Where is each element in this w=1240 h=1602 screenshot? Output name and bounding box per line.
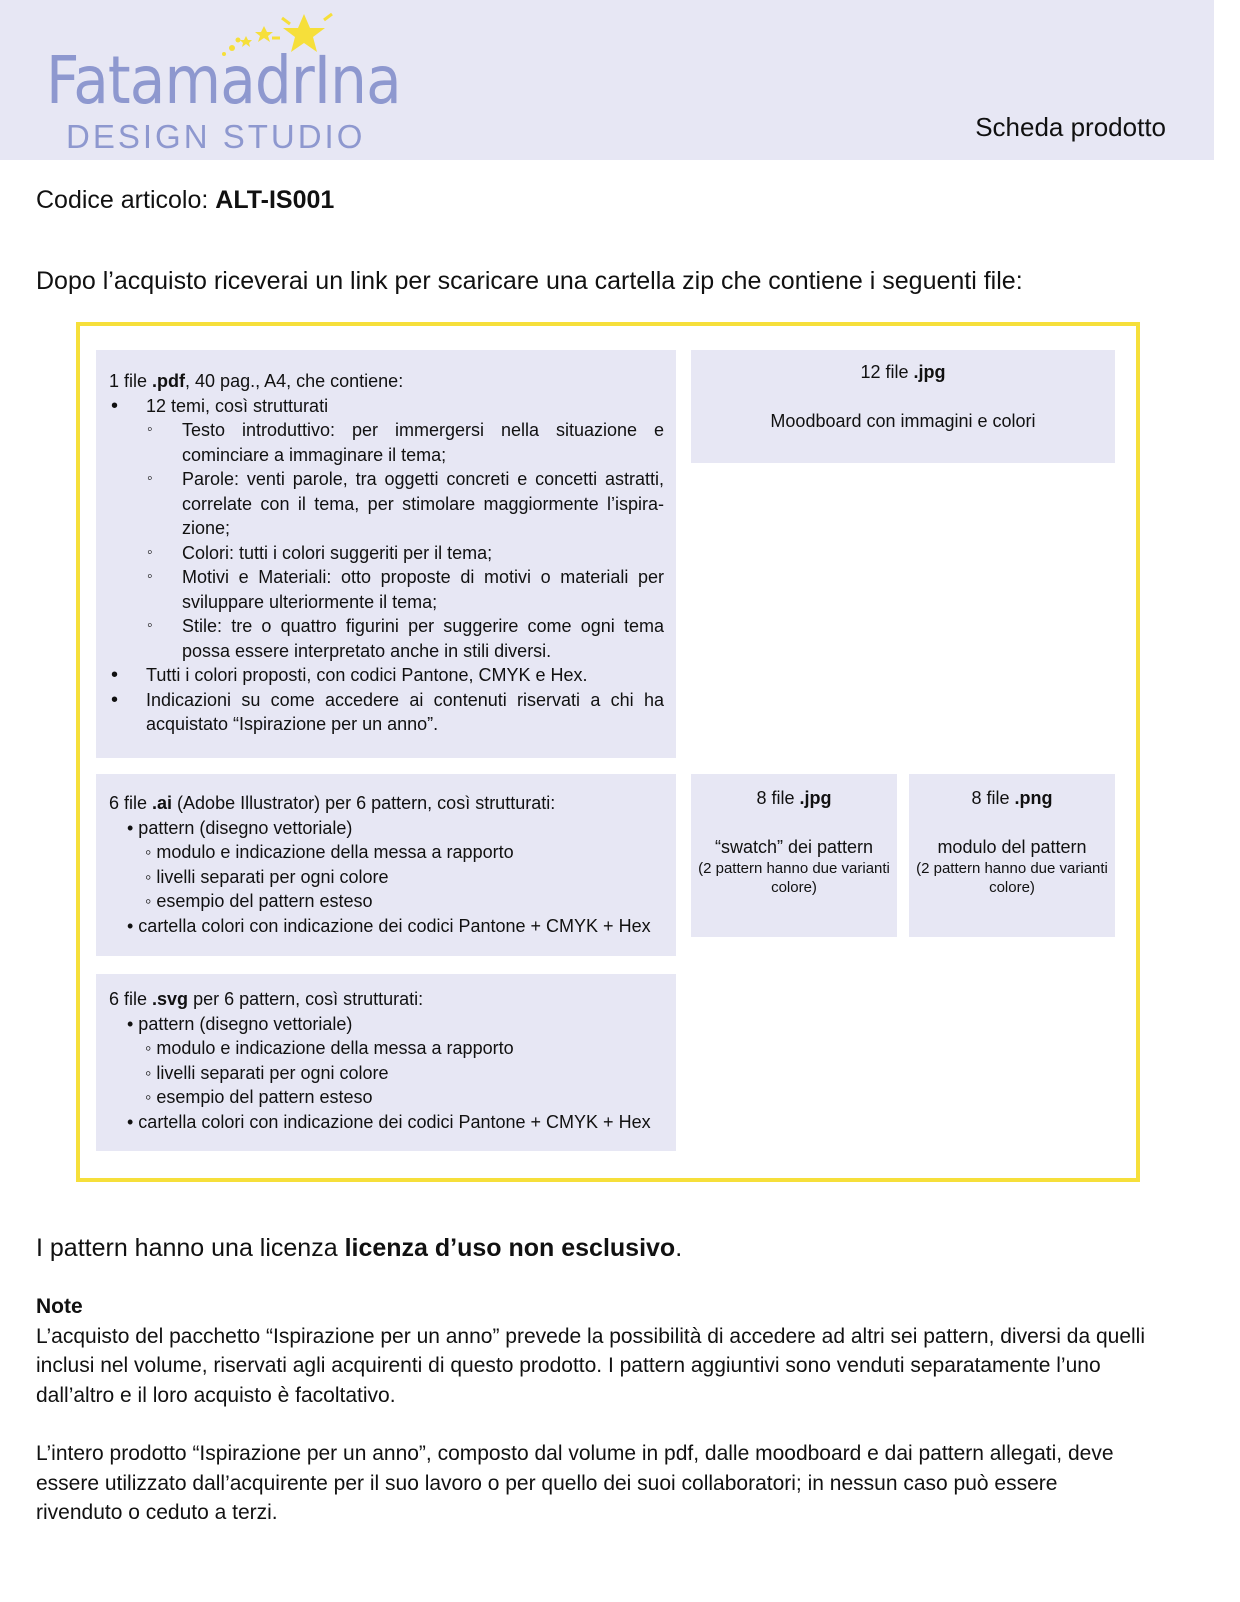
notes-paragraph: L’acquisto del pacchetto “Ispirazione per un anno” prevede la possibilità di accedere ad altri sei pattern, diversi da quelli inclusi nel volume, riservati agli acquirenti di questo prodotto. I pattern aggiuntivi sono venduti separatamente l’uno dall’altro e il loro acquisto è facoltativo. [36,1324,1145,1407]
list-subitem: ◦ esempio del pattern esteso [145,891,373,911]
box-note: (2 pattern hanno due varianti colore) [916,860,1108,896]
brand-logo [44,8,401,158]
pdf-file-box [96,350,676,758]
list-subitem: ◦ Parole: venti parole, tra oggetti concreti e concetti astratti, correlate con il tema, per stimolare maggiormente l’ispira-zione; [109,467,664,541]
box-description: modulo del pattern [937,836,1087,857]
moodboard-jpg-box [691,350,1115,463]
box-description: Moodboard con immagini e colori [770,410,1036,431]
header-band [0,0,1214,160]
document-type-label: Scheda prodotto [975,112,1166,142]
swatch-jpg-box [691,774,897,937]
notes-paragraph: L’intero prodotto “Ispirazione per un anno”, composto dal volume in pdf, dalle moodboard e dai pattern allegati, deve essere utilizzato dall’acquirente per il suo lavoro o per quello dei suoi collaboratori; in nessun caso può essere rivenduto o ceduto a terzi. [36,1442,1114,1524]
list-item: • cartella colori con indicazione dei codici Pantone + CMYK + Hex [127,1111,651,1132]
box-title: 12 file .jpg [860,362,946,382]
list-subitem: ◦ Stile: tre o quattro figurini per suggerire come ogni tema possa essere interpretato anche in stili diversi. [109,614,664,663]
intro-text: Dopo l’acquisto riceverai un link per scaricare una cartella zip che contiene i seguenti file: [36,267,1023,295]
list-subitem: ◦ Testo introduttivo: per immergersi nella situazione e cominciare a immaginare il tema; [109,418,664,467]
article-code-value: ALT-IS001 [215,186,335,214]
list-subitem: ◦ modulo e indicazione della messa a rapporto [145,842,514,862]
list-item: • pattern (disegno vettoriale) [127,817,353,838]
pdf-contents-list [109,394,664,737]
box-title: 8 file .png [971,788,1053,808]
notes-section [36,1292,1146,1528]
list-subitem: ◦ livelli separati per ogni colore [145,866,389,887]
box-description: “swatch” dei pattern [714,836,874,857]
list-subitem: ◦ Motivi e Materiali: otto proposte di motivi o materiali per sviluppare ulteriormente il tema; [109,565,664,614]
box-title: 8 file .jpg [756,788,832,808]
license-type: licenza d’uso non esclusivo [344,1234,676,1262]
list-subitem: ◦ modulo e indicazione della messa a rapporto [145,1038,514,1058]
list-item: • 12 temi, così strutturati [109,394,664,419]
box-note: (2 pattern hanno due varianti colore) [698,860,890,896]
svg-box-lead: 6 file .svg per 6 pattern, così strutturati: [109,989,424,1009]
ai-box-lead: 6 file .ai (Adobe Illustrator) per 6 pattern, così strutturati: [109,793,556,813]
list-subitem: ◦ esempio del pattern esteso [145,1087,373,1107]
logo-wordmark: FatamadrIna [46,42,401,119]
pdf-box-lead: 1 file .pdf, 40 pag., A4, che contiene: [109,371,404,391]
svg-file-box [96,974,676,1151]
list-subitem: ◦ livelli separati per ogni colore [145,1062,389,1083]
list-item: • Indicazioni su come accedere ai contenuti riservati a chi ha acquistato “Ispirazione per un anno”. [109,688,664,737]
list-item: • Tutti i colori proposti, con codici Pantone, CMYK e Hex. [109,663,664,688]
list-item: • cartella colori con indicazione dei codici Pantone + CMYK + Hex [127,915,651,936]
license-line: I pattern hanno una licenza licenza d’uso non esclusivo. [36,1234,683,1262]
list-subitem: ◦ Colori: tutti i colori suggeriti per il tema; [109,541,664,566]
notes-title: Note [36,1295,83,1318]
article-code-label: Codice articolo: [36,186,209,214]
module-png-box [909,774,1115,937]
ai-file-box [96,774,676,956]
logo-subtitle: DESIGN STUDIO [66,118,366,155]
article-code-line [36,186,334,215]
list-item: • pattern (disegno vettoriale) [127,1013,353,1034]
